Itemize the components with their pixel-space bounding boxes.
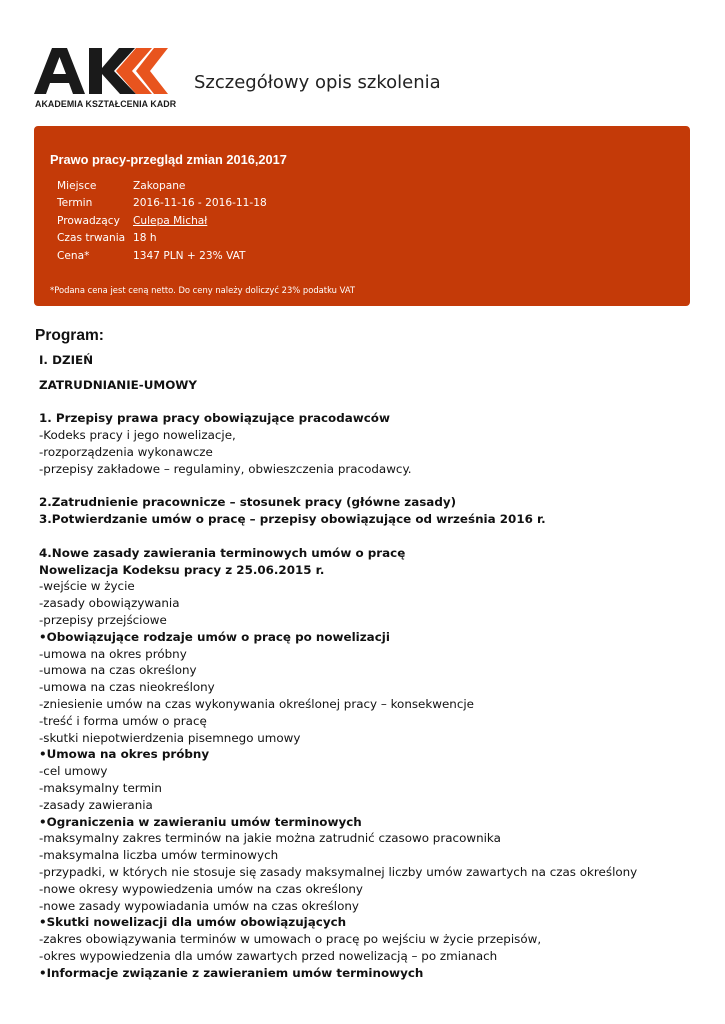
list-item: -maksymalny termin <box>39 780 162 795</box>
course-details <box>57 180 267 267</box>
bullet-heading: •Umowa na okres próbny <box>39 747 210 762</box>
section-heading: ZATRUDNIANIE-UMOWY <box>39 377 198 392</box>
list-item: -okres wypowiedzenia dla umów zawartych przed nowelizacją – po zmianach <box>39 948 498 963</box>
topic-heading: 2.Zatrudnienie pracownicze – stosunek pracy (główne zasady) <box>39 495 457 510</box>
trainer-link[interactable]: Culepa Michał <box>133 214 208 227</box>
list-item: -zakres obowiązywania terminów w umowach o pracę po wejściu w życie przepisów, <box>39 932 542 947</box>
detail-value: Zakopane <box>133 180 186 192</box>
detail-row-trainer <box>57 215 267 232</box>
bullet-heading: •Ograniczenia w zawieraniu umów terminowych <box>39 814 362 829</box>
list-item: -przypadki, w których nie stosuje się zasady maksymalnej liczby umów zawartych na czas określony <box>39 864 638 879</box>
list-item: -skutki niepotwierdzenia pisemnego umowy <box>39 730 301 745</box>
topic-heading: 4.Nowe zasady zawierania terminowych umów o pracę <box>39 545 406 560</box>
topic-heading: 1. Przepisy prawa pracy obowiązujące pracodawców <box>39 411 390 426</box>
topic-subheading: Nowelizacja Kodeksu pracy z 25.06.2015 r. <box>39 562 325 577</box>
detail-label: Prowadzący <box>57 214 120 227</box>
detail-value: 18 h <box>133 232 157 245</box>
detail-label: Czas trwania <box>57 232 126 245</box>
list-item: -umowa na czas nieokreślony <box>39 680 215 695</box>
price-note: *Podana cena jest ceną netto. Do ceny należy doliczyć 23% podatku VAT <box>50 285 356 295</box>
list-item: -cel umowy <box>39 764 108 779</box>
program-body <box>39 352 699 981</box>
list-item: -przepisy przejściowe <box>39 612 167 627</box>
list-item: -przepisy zakładowe – regulaminy, obwieszczenia pracodawcy. <box>39 461 412 476</box>
detail-value <box>133 215 207 232</box>
list-item: -zasady obowiązywania <box>39 596 180 611</box>
detail-value: 1347 PLN + 23% VAT <box>133 249 246 262</box>
logo-tagline: AKADEMIA KSZTAŁCENIA KADR <box>35 99 177 110</box>
header <box>34 44 694 116</box>
list-item: -maksymalna liczba umów terminowych <box>39 848 279 863</box>
bullet-heading: •Skutki nowelizacji dla umów obowiązujących <box>39 915 347 930</box>
list-item: -rozporządzenia wykonawcze <box>39 444 213 459</box>
list-item: -maksymalny zakres terminów na jakie można zatrudnić czasowo pracownika <box>39 831 501 846</box>
course-title: Prawo pracy-przegląd zmian 2016,2017 <box>50 152 287 167</box>
bullet-heading: •Informacje związanie z zawieraniem umów terminowych <box>39 965 424 980</box>
detail-row-duration <box>57 232 267 249</box>
detail-row-date <box>57 197 267 214</box>
detail-value: 2016-11-16 - 2016-11-18 <box>133 197 267 210</box>
bullet-heading: •Obowiązujące rodzaje umów o pracę po nowelizacji <box>39 629 390 644</box>
detail-row-place <box>57 180 267 197</box>
list-item: -nowe okresy wypowiedzenia umów na czas określony <box>39 881 363 896</box>
list-item: -wejście w życie <box>39 579 135 594</box>
topic-heading: 3.Potwierdzanie umów o pracę – przepisy obowiązujące od września 2016 r. <box>39 512 546 527</box>
list-item: -zniesienie umów na czas wykonywania określonej pracy – konsekwencje <box>39 696 474 711</box>
logo-mark <box>34 44 174 100</box>
logo <box>34 44 177 116</box>
day-heading: I. DZIEŃ <box>39 353 94 367</box>
page-title: Szczegółowy opis szkolenia <box>194 72 441 93</box>
list-item: -umowa na okres próbny <box>39 646 187 661</box>
list-item: -treść i forma umów o pracę <box>39 713 207 728</box>
detail-label: Termin <box>57 197 93 210</box>
detail-label: Miejsce <box>57 180 97 192</box>
list-item: -zasady zawierania <box>39 797 153 812</box>
program-heading: Program: <box>35 327 104 344</box>
detail-label: Cena* <box>57 249 90 262</box>
list-item: -umowa na czas określony <box>39 663 197 678</box>
detail-row-price <box>57 250 267 267</box>
course-summary-box <box>34 126 690 306</box>
list-item: -nowe zasady wypowiadania umów na czas określony <box>39 898 359 913</box>
list-item: -Kodeks pracy i jego nowelizacje, <box>39 428 236 443</box>
